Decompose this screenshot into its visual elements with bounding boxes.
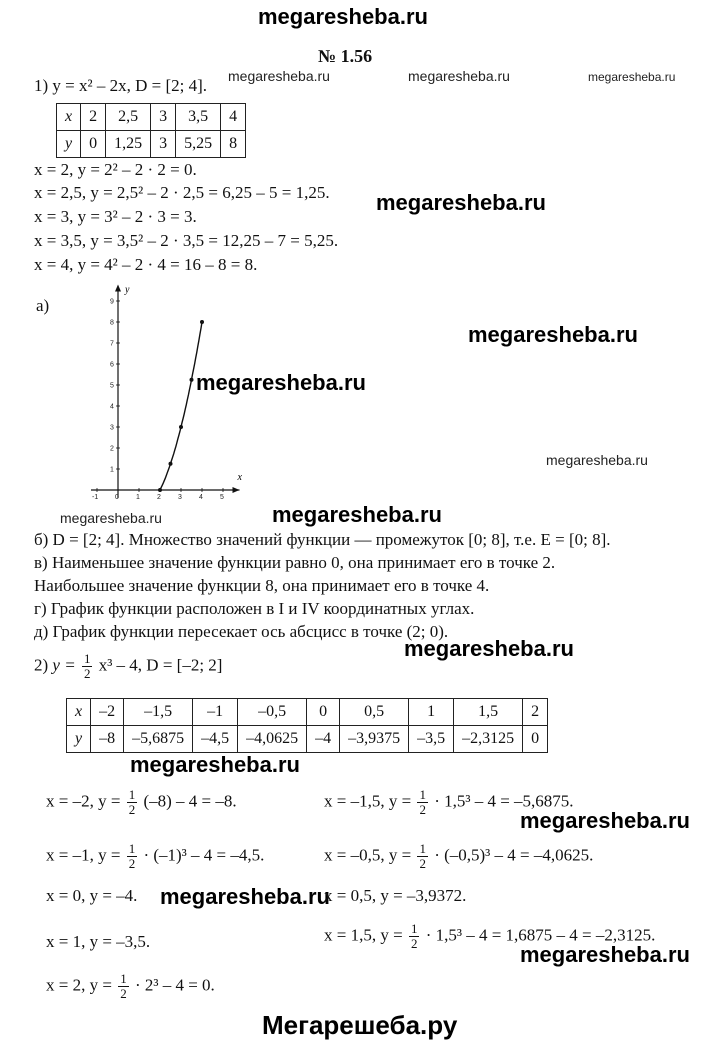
x-tick-label: 1	[136, 494, 140, 501]
watermark: megaresheba.ru	[196, 370, 366, 395]
table-cell: 0	[523, 726, 548, 753]
part2-formula: x³ – 4, D = [–2; 2]	[98, 655, 223, 675]
table-cell: 0,5	[340, 699, 409, 726]
y-tick-label: 5	[110, 382, 114, 390]
x-axis-arrow	[233, 487, 240, 493]
calc-line: x = 2,5, y = 2,5² – 2 · 2,5 = 6,25 – 5 = 1,25.	[34, 183, 330, 202]
calc-line: x = 3, y = 3² – 2 · 3 = 3.	[34, 207, 197, 226]
watermark: megaresheba.ru	[160, 884, 330, 909]
y-axis-label: y	[125, 284, 130, 296]
table-cell: 1,5	[454, 699, 523, 726]
y-tick-label: 8	[110, 319, 114, 327]
calc-left: x = 2, y =	[46, 975, 112, 995]
watermark: megaresheba.ru	[404, 636, 574, 661]
table-cell: 3	[151, 131, 176, 158]
frac-num: 1	[128, 841, 136, 856]
graph-points	[158, 320, 204, 492]
watermark: megaresheba.ru	[520, 808, 690, 833]
y-tick-label: 3	[110, 424, 114, 432]
calc-line	[324, 922, 655, 951]
calc-right: (–8) – 4 = –8.	[143, 791, 237, 811]
fraction	[127, 788, 138, 817]
table-cell: x	[57, 104, 81, 131]
y-tick-label: 9	[110, 298, 114, 306]
watermark: megaresheba.ru	[272, 502, 442, 527]
part1-value-table	[56, 103, 246, 158]
table-row	[57, 104, 246, 131]
watermark: megaresheba.ru	[520, 942, 690, 967]
watermark: megaresheba.ru	[376, 190, 546, 215]
data-point	[169, 462, 173, 466]
frac-den: 2	[410, 936, 418, 951]
calc-left: x = 1,5, y =	[324, 925, 403, 945]
x-axis-label: x	[237, 472, 242, 483]
frac-den: 2	[83, 666, 91, 681]
frac-num: 1	[120, 971, 127, 986]
fraction	[417, 842, 428, 871]
table-row	[67, 726, 548, 753]
table-cell: –4	[307, 726, 340, 753]
calc-right: · 2³ – 4 = 0.	[134, 975, 215, 995]
table-cell: 3	[151, 104, 176, 131]
watermark: megaresheba.ru	[130, 752, 300, 777]
table-cell: 2,5	[106, 104, 151, 131]
x-tick-label: 5	[220, 494, 224, 501]
calc-right: · 1,5³ – 4 = 1,6875 – 4 = –2,3125.	[425, 925, 656, 945]
part1-header: 1) y = x² – 2x, D = [2; 4].	[34, 76, 208, 95]
table-cell: –3,5	[409, 726, 454, 753]
table-cell: –3,9375	[340, 726, 409, 753]
table-cell: –4,0625	[238, 726, 307, 753]
calc-line: x = 0,5, y = –3,9372.	[324, 886, 467, 905]
calc-left: x = –1,5, y =	[324, 791, 412, 811]
watermark-small: megaresheba.ru	[228, 68, 330, 84]
table-cell: 0	[307, 699, 340, 726]
calc-line: x = 4, y = 4² – 2 · 4 = 16 – 8 = 8.	[34, 255, 258, 274]
table-cell: 2	[81, 104, 106, 131]
fraction	[82, 652, 93, 681]
calc-right: · (–0,5)³ – 4 = –4,0625.	[434, 845, 594, 865]
frac-den: 2	[419, 802, 426, 817]
watermark-small: megaresheba.ru	[588, 70, 676, 84]
problem-number: № 1.56	[318, 46, 373, 66]
frac-den: 2	[128, 802, 136, 817]
table-cell: –1	[193, 699, 238, 726]
table-cell: 3,5	[176, 104, 221, 131]
watermark-small: megaresheba.ru	[60, 510, 162, 526]
table-cell: 5,25	[176, 131, 221, 158]
table-cell: –1,5	[124, 699, 193, 726]
y-axis-arrow	[115, 285, 121, 292]
y-tick-label: 7	[110, 340, 114, 348]
frac-num: 1	[128, 787, 136, 802]
part2-value-table	[66, 698, 548, 753]
calc-line	[46, 972, 215, 1001]
y-tick-label: 1	[110, 466, 114, 474]
data-point	[200, 320, 204, 324]
table-row	[57, 131, 246, 158]
calc-line: x = 1, y = –3,5.	[46, 932, 151, 951]
fraction	[127, 842, 138, 871]
x-tick-label: 3	[178, 494, 182, 501]
x-tick-label: 0	[115, 494, 119, 501]
table-cell: –2,3125	[454, 726, 523, 753]
calc-right: · 1,5³ – 4 = –5,6875.	[434, 791, 574, 811]
table-cell: 2	[523, 699, 548, 726]
watermark-top: megaresheba.ru	[258, 4, 428, 29]
frac-den: 2	[120, 986, 127, 1001]
calc-line	[46, 842, 264, 871]
watermark-small: megaresheba.ru	[546, 452, 648, 468]
footer-site-name: Мегарешеба.ру	[262, 1010, 458, 1040]
conclusion-g: г) График функции расположен в I и IV координатных углах.	[34, 599, 475, 618]
calc-right: · (–1)³ – 4 = –4,5.	[143, 845, 265, 865]
table-cell: –4,5	[193, 726, 238, 753]
calc-line	[324, 788, 574, 817]
part2-header	[34, 652, 222, 681]
watermark: megaresheba.ru	[468, 322, 638, 347]
graph-label: а)	[36, 296, 50, 315]
x-tick-label: 2	[157, 494, 161, 501]
graph-ticks	[92, 299, 224, 502]
calc-left: x = –1, y =	[46, 845, 121, 865]
calc-line: x = 0, y = –4.	[46, 886, 138, 905]
table-cell: –2	[91, 699, 124, 726]
y-tick-label: 4	[110, 403, 114, 411]
frac-num: 1	[419, 787, 426, 802]
data-point	[179, 425, 183, 429]
fraction	[409, 922, 420, 951]
y-tick-label: 6	[110, 361, 114, 369]
table-cell: y	[67, 726, 91, 753]
data-point	[158, 488, 162, 492]
calc-line	[46, 788, 237, 817]
frac-den: 2	[128, 856, 136, 871]
table-cell: 1	[409, 699, 454, 726]
frac-num: 1	[419, 841, 426, 856]
calc-line: x = 3,5, y = 3,5² – 2 · 3,5 = 12,25 – 7 = 5,25.	[34, 231, 339, 250]
part2-number: 2)	[34, 655, 49, 675]
frac-num: 1	[83, 651, 91, 666]
table-cell: –5,6875	[124, 726, 193, 753]
calc-line: x = 2, y = 2² – 2 · 2 = 0.	[34, 160, 197, 179]
function-graph	[80, 280, 260, 510]
table-cell: 1,25	[106, 131, 151, 158]
calc-line	[324, 842, 593, 871]
calc-left: x = –0,5, y =	[324, 845, 412, 865]
x-tick-label: -1	[92, 494, 99, 501]
conclusion-v: в) Наименьшее значение функции равно 0, она принимает его в точке 2.	[34, 553, 556, 572]
table-cell: –8	[91, 726, 124, 753]
frac-num: 1	[410, 921, 418, 936]
calc-left: x = –2, y =	[46, 791, 121, 811]
frac-den: 2	[419, 856, 426, 871]
table-cell: 4	[221, 104, 246, 131]
watermark-small: megaresheba.ru	[408, 68, 510, 84]
table-cell: 0	[81, 131, 106, 158]
data-point	[190, 378, 194, 382]
fraction	[118, 972, 129, 1001]
table-cell: y	[57, 131, 81, 158]
y-tick-label: 2	[110, 445, 114, 453]
part2-y: y =	[52, 655, 76, 675]
table-row	[67, 699, 548, 726]
table-cell: x	[67, 699, 91, 726]
function-curve	[160, 322, 202, 490]
fraction	[417, 788, 428, 817]
conclusion-b: б) D = [2; 4]. Множество значений функции — промежуток [0; 8], т.е. E = [0; 8].	[34, 530, 611, 549]
conclusion-v-max: Наибольшее значение функции 8, она принимает его в точке 4.	[34, 576, 490, 595]
table-cell: 8	[221, 131, 246, 158]
conclusion-d: д) График функции пересекает ось абсцисс в точке (2; 0).	[34, 622, 449, 641]
x-tick-label: 4	[199, 494, 203, 501]
table-cell: –0,5	[238, 699, 307, 726]
